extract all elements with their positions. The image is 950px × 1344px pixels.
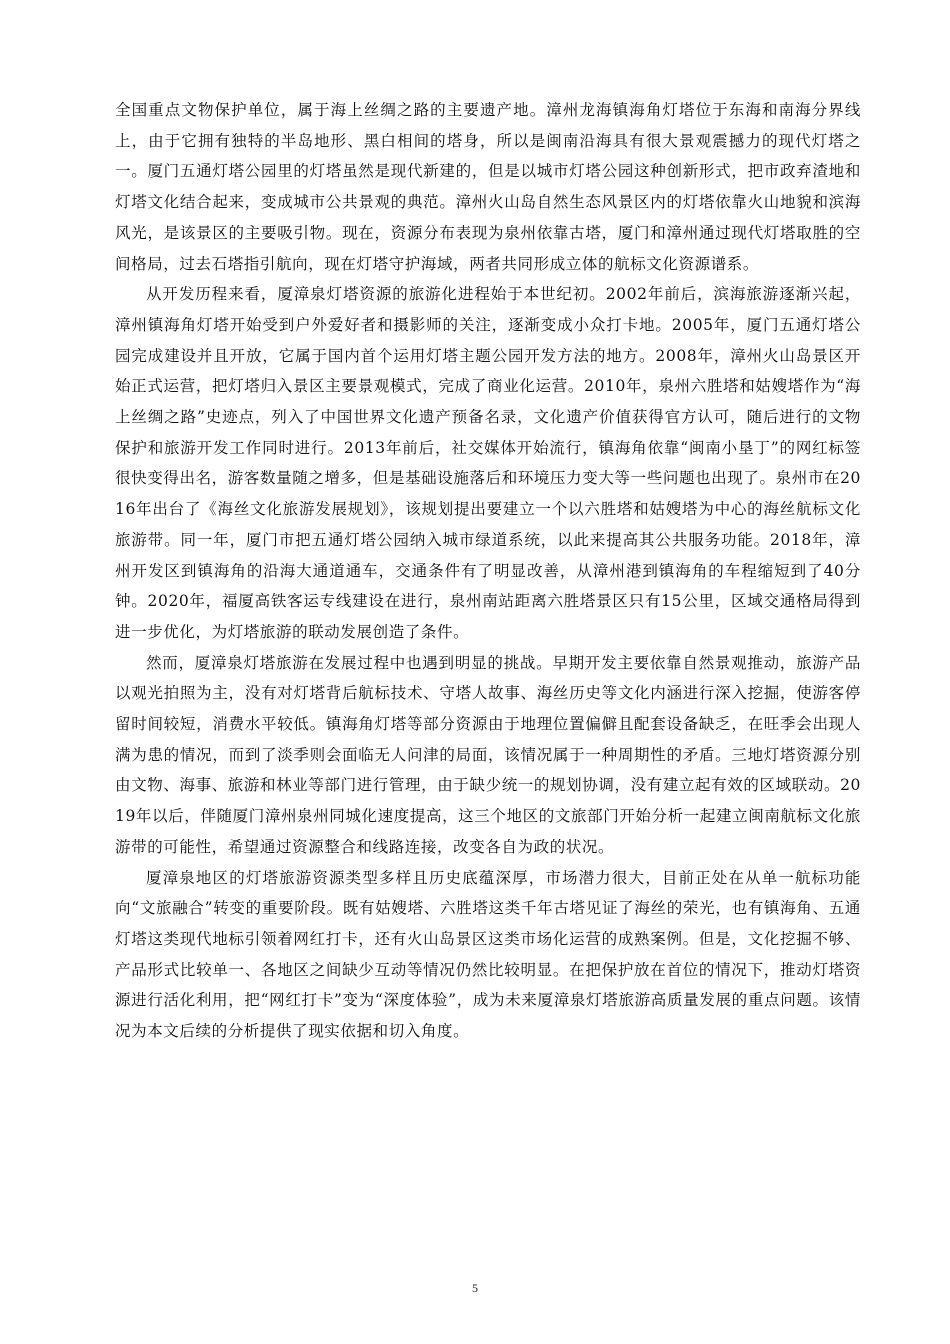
- paragraph-continued: 全国重点文物保护单位，属于海上丝绸之路的主要遗产地。漳州龙海镇海角灯塔位于东海和南海分界线上，由于它拥有独特的半岛地形、黑白相间的塔身，所以是闽南沿海具有很大景观震撼力的现代灯塔之一。厦门五通灯塔公园里的灯塔虽然是现代新建的，但是以城市灯塔公园这种创新形式，把市政弃渣地和灯塔文化结合起来，变成城市公共景观的典范。漳州火山岛自然生态风景区内的灯塔依靠火山地貌和滨海风光，是该景区的主要吸引物。现在，资源分布表现为泉州依靠古塔，厦门和漳州通过现代灯塔取胜的空间格局，过去石塔指引航向，现在灯塔守护海域，两者共同形成立体的航标文化资源谱系。: [115, 101, 861, 273]
- paragraph-development-history: 从开发历程来看，厦漳泉灯塔资源的旅游化进程始于本世纪初。2002年前后，滨海旅游逐渐兴起，漳州镇海角灯塔开始受到户外爱好者和摄影师的关注，逐渐变成小众打卡地。2005年，厦门五通灯塔公园完成建设并且开放，它属于国内首个运用灯塔主题公园开发方法的地方。2008年，漳州火山岛景区开始正式运营，把灯塔归入景区主要景观模式，完成了商业化运营。2010年，泉州六胜塔和姑嫂塔作为“海上丝绸之路”史迹点，列入了中国世界文化遗产预备名录，文化遗产价值获得官方认可，随后进行的文物保护和旅游开发工作同时进行。2013年前后，社交媒体开始流行，镇海角依靠“闽南小垦丁”的网红标签很快变得出名，游客数量随之增多，但是基础设施落后和环境压力变大等一些问题也出现了。泉州市在2016年出台了《海丝文化旅游发展规划》，该规划提出要建立一个以六胜塔和姑嫂塔为中心的海丝航标文化旅游带。同一年，厦门市把五通灯塔公园纳入城市绿道系统，以此来提高其公共服务功能。2018年，漳州开发区到镇海角的沿海大通道通车，交通条件有了明显改善，从漳州港到镇海角的车程缩短到了40分钟。2020年，福厦高铁客运专线建设在进行，泉州南站距离六胜塔景区只有15公里，区域交通格局得到进一步优化，为灯塔旅游的联动发展创造了条件。: [115, 285, 861, 641]
- document-body: [115, 95, 861, 1047]
- paragraph-challenges: 然而，厦漳泉灯塔旅游在发展过程中也遇到明显的挑战。早期开发主要依靠自然景观推动，旅游产品以观光拍照为主，没有对灯塔背后航标技术、守塔人故事、海丝历史等文化内涵进行深入挖掘，使游客停留时间较短，消费水平较低。镇海角灯塔等部分资源由于地理位置偏僻且配套设备缺乏，在旺季会出现人满为患的情况，而到了淡季则会面临无人问津的局面，该情况属于一种周期性的矛盾。三地灯塔资源分别由文物、海事、旅游和林业等部门进行管理，由于缺少统一的规划协调，没有建立起有效的区域联动。2019年以后，伴随厦门漳州泉州同城化速度提高，这三个地区的文旅部门开始分析一起建立闽南航标文化旅游带的可能性，希望通过资源整合和线路连接，改变各自为政的状况。: [115, 653, 861, 856]
- paragraph-summary: 厦漳泉地区的灯塔旅游资源类型多样且历史底蕴深厚，市场潜力很大，目前正处在从单一航标功能向“文旅融合”转变的重要阶段。既有姑嫂塔、六胜塔这类千年古塔见证了海丝的荣光，也有镇海角、五通灯塔这类现代地标引领着网红打卡，还有火山岛景区这类市场化运营的成熟案例。但是，文化挖掘不够、产品形式比较单一、各地区之间缺少互动等情况仍然比较明显。在把保护放在首位的情况下，推动灯塔资源进行活化利用，把“网红打卡”变为“深度体验”，成为未来厦漳泉灯塔旅游高质量发展的重点问题。该情况为本文后续的分析提供了现实依据和切入角度。: [115, 868, 861, 1041]
- page-number: 5: [472, 1281, 478, 1295]
